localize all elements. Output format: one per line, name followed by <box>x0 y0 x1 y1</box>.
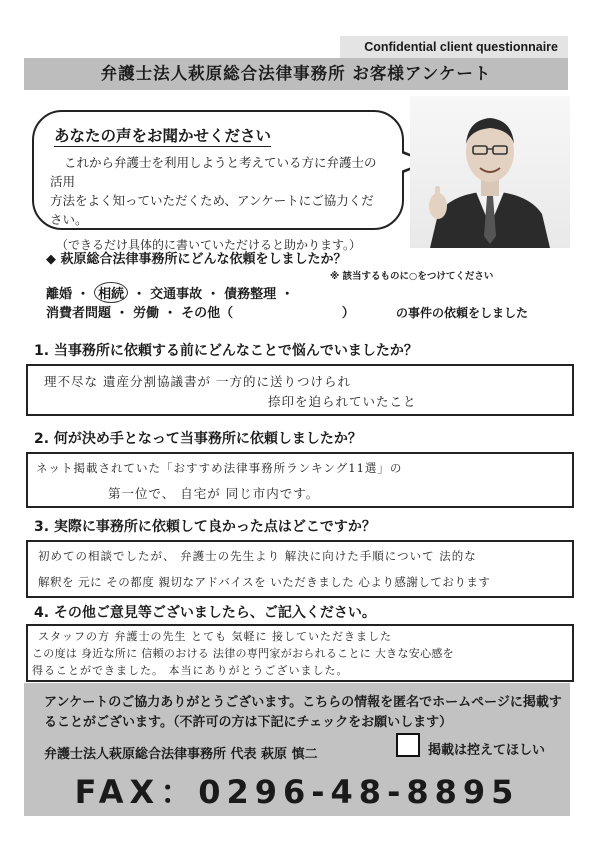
category-inheritance-circled: 相続 <box>94 282 128 303</box>
document-title: 弁護士法人萩原総合法律事務所 お客様アンケート <box>24 58 568 90</box>
answer-3-line2: 解釈を 元に その都度 親切なアドバイスを いただきました 心より感謝しております <box>38 575 491 589</box>
answer-box-1 <box>26 364 574 416</box>
footer-consent-message: アンケートのご協力ありがとうございます。こちらの情報を匿名でホームページに掲載することがございます。（不許可の方は下記にチェックをお願いします） <box>44 695 562 730</box>
fax-number: FAX：0296-48-8895 <box>74 773 520 811</box>
answer-box-3 <box>26 540 574 598</box>
answer-4-line3: 得ることができました。 本当にありがとうございました。 <box>32 664 349 677</box>
answer-2-line1: ネット掲載されていた「おすすめ法律事務所ランキング11選」の <box>36 461 403 475</box>
answer-1-line2: 捺印を迫られていたこと <box>268 394 417 409</box>
category-others: ・ 交通事故 ・ 債務整理 ・ <box>132 287 294 302</box>
question-request-type: ◆ 萩原総合法律事務所にどんな依頼をしましたか？ <box>46 252 347 267</box>
circle-instruction: ※ 該当するものに○をつけてください <box>330 271 494 282</box>
lawyer-photo <box>410 96 570 248</box>
footer-panel <box>24 683 570 816</box>
answer-2-line2: 第一位で、 自宅が 同じ市内です。 <box>108 486 320 501</box>
answer-1-line1: 理不尽な 遺産分割協議書が 一方的に送りつけられ <box>44 374 351 389</box>
answer-box-4 <box>26 624 574 682</box>
answer-3-line1: 初めての相談でしたが、 弁護士の先生より 解決に向けた手順について 法的な <box>38 549 477 563</box>
intro-text-line2: 方法をよく知っていただくため、アンケートにご協力ください。 <box>50 193 374 227</box>
answer-box-2 <box>26 452 574 508</box>
answer-4-line2: この度は 身近な所に 信頼のおける 法律の専門家がおられることに 大きな安心感を <box>32 647 454 660</box>
request-closing-text: の事件の依頼をしました <box>396 306 529 320</box>
question-3: 3. 実際に事務所に依頼して良かった点はどこですか？ <box>34 519 376 535</box>
intro-heading: あなたの声をお聞かせください <box>54 124 271 147</box>
question-4: 4. その他ご意見等ございましたら、ご記入ください。 <box>34 605 376 621</box>
answer-4-line1: スタッフの方 弁護士の先生 とても 気軽に 接していただきました <box>38 630 392 643</box>
decline-publication-label: 掲載は控えてほしい <box>428 743 546 758</box>
intro-note: （できるだけ具体的に書いていただけると助かります。） <box>56 238 362 252</box>
confidential-tag: Confidential client questionnaire <box>340 36 568 58</box>
case-categories-line1 <box>46 282 294 303</box>
intro-text-line1: これから弁護士を利用しようと考えている方に弁護士の活用 <box>50 155 377 189</box>
footer-representative: 弁護士法人萩原総合法律事務所 代表 萩原 慎二 <box>44 747 318 762</box>
lawyer-portrait-image <box>410 96 570 248</box>
category-divorce: 離婚 ・ <box>46 287 90 302</box>
intro-speech-bubble <box>32 110 404 252</box>
case-categories-line2: 消費者問題 ・ 労働 ・ その他（ ） <box>46 306 355 321</box>
question-2: 2. 何が決め手となって当事務所に依頼しましたか？ <box>34 431 362 447</box>
decline-publication-checkbox[interactable] <box>396 733 420 757</box>
question-1: 1. 当事務所に依頼する前にどんなことで悩んでいましたか？ <box>34 343 418 359</box>
